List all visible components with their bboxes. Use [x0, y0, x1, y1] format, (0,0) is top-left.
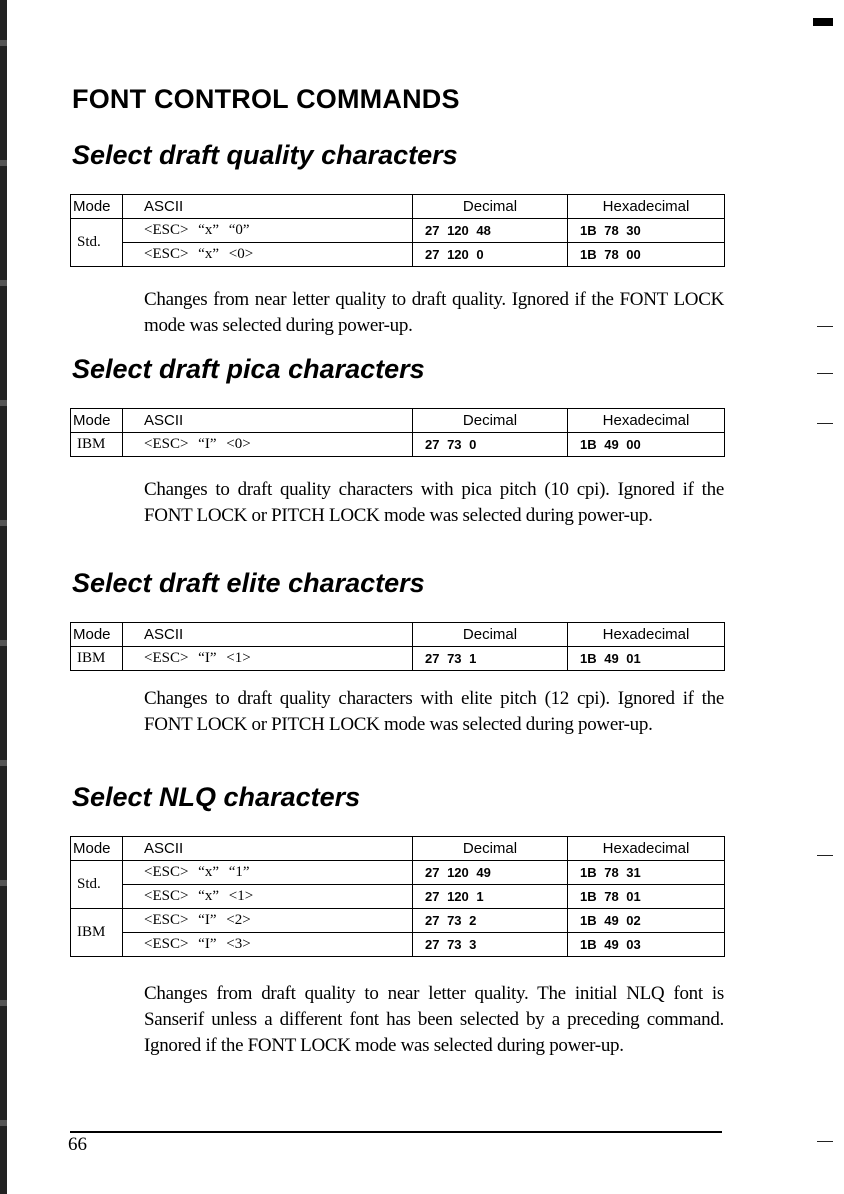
header-mode: Mode	[71, 195, 123, 219]
section-heading-nlq: Select NLQ characters	[72, 782, 361, 812]
table-row	[71, 885, 725, 909]
hex-cell: 1B 49 00	[568, 433, 725, 457]
table-row	[71, 243, 725, 267]
header-ascii: ASCII	[123, 837, 413, 861]
header-hexadecimal: Hexadecimal	[568, 837, 725, 861]
table-row	[71, 219, 725, 243]
table-header-row	[71, 409, 725, 433]
hex-cell: 1B 49 03	[568, 933, 725, 957]
decimal-cell: 27 120 48	[413, 219, 568, 243]
footer-rule	[70, 1131, 722, 1133]
section-heading-draft-elite: Select draft elite characters	[72, 568, 425, 598]
section-description-nlq: Changes from draft quality to near letter quality. The initial NLQ font is Sanserif unless a different font has been selected by a preceding command. Ignored if the FONT LOCK mode was selected during power-up.	[144, 983, 724, 1056]
table-row	[71, 647, 725, 671]
ascii-cell: <ESC> “I” <0>	[123, 433, 413, 457]
ascii-cell: <ESC> “I” <1>	[123, 647, 413, 671]
table-row	[71, 433, 725, 457]
mode-cell: IBM	[71, 909, 123, 957]
ascii-cell: <ESC> “x” “0”	[123, 219, 413, 243]
header-decimal: Decimal	[413, 837, 568, 861]
hex-cell: 1B 78 31	[568, 861, 725, 885]
table-row	[71, 909, 725, 933]
scan-mark	[813, 18, 833, 26]
hex-cell: 1B 78 00	[568, 243, 725, 267]
ascii-cell: <ESC> “x” <1>	[123, 885, 413, 909]
ascii-cell: <ESC> “I” <2>	[123, 909, 413, 933]
header-decimal: Decimal	[413, 409, 568, 433]
table-row	[71, 933, 725, 957]
hex-cell: 1B 49 01	[568, 647, 725, 671]
table-header-row	[71, 623, 725, 647]
hex-cell: 1B 78 01	[568, 885, 725, 909]
header-mode: Mode	[71, 409, 123, 433]
header-hexadecimal: Hexadecimal	[568, 409, 725, 433]
hex-cell: 1B 49 02	[568, 909, 725, 933]
command-table-draft-quality	[70, 194, 725, 267]
header-hexadecimal: Hexadecimal	[568, 623, 725, 647]
header-decimal: Decimal	[413, 623, 568, 647]
header-ascii: ASCII	[123, 623, 413, 647]
table-header-row	[71, 837, 725, 861]
decimal-cell: 27 120 0	[413, 243, 568, 267]
section-description-draft-quality: Changes from near letter quality to draft quality. Ignored if the FONT LOCK mode was selected during power-up.	[144, 289, 724, 336]
decimal-cell: 27 120 1	[413, 885, 568, 909]
decimal-cell: 27 120 49	[413, 861, 568, 885]
header-decimal: Decimal	[413, 195, 568, 219]
table-header-row	[71, 195, 725, 219]
decimal-cell: 27 73 3	[413, 933, 568, 957]
mode-cell: IBM	[71, 433, 123, 457]
mode-cell: Std.	[71, 861, 123, 909]
page-binding-edge	[0, 0, 7, 1194]
header-hexadecimal: Hexadecimal	[568, 195, 725, 219]
page-title: FONT CONTROL COMMANDS	[72, 84, 460, 114]
margin-tick	[817, 326, 833, 327]
page-number: 66	[68, 1134, 87, 1155]
margin-tick	[817, 1141, 833, 1142]
decimal-cell: 27 73 1	[413, 647, 568, 671]
table-row	[71, 861, 725, 885]
mode-cell: Std.	[71, 219, 123, 267]
hex-cell: 1B 78 30	[568, 219, 725, 243]
command-table-draft-pica	[70, 408, 725, 457]
decimal-cell: 27 73 0	[413, 433, 568, 457]
section-heading-draft-pica: Select draft pica characters	[72, 354, 425, 384]
section-heading-draft-quality: Select draft quality characters	[72, 140, 458, 170]
decimal-cell: 27 73 2	[413, 909, 568, 933]
margin-tick	[817, 373, 833, 374]
margin-tick	[817, 423, 833, 424]
ascii-cell: <ESC> “I” <3>	[123, 933, 413, 957]
ascii-cell: <ESC> “x” <0>	[123, 243, 413, 267]
margin-tick	[817, 855, 833, 856]
section-description-draft-elite: Changes to draft quality characters with elite pitch (12 cpi). Ignored if the FONT LOCK or PITCH LOCK mode was selected during power-up.	[144, 688, 724, 735]
header-mode: Mode	[71, 837, 123, 861]
command-table-draft-elite	[70, 622, 725, 671]
header-mode: Mode	[71, 623, 123, 647]
mode-cell: IBM	[71, 647, 123, 671]
ascii-cell: <ESC> “x” “1”	[123, 861, 413, 885]
section-description-draft-pica: Changes to draft quality characters with pica pitch (10 cpi). Ignored if the FONT LOCK or PITCH LOCK mode was selected during power-up.	[144, 479, 724, 526]
header-ascii: ASCII	[123, 409, 413, 433]
command-table-nlq	[70, 836, 725, 957]
header-ascii: ASCII	[123, 195, 413, 219]
